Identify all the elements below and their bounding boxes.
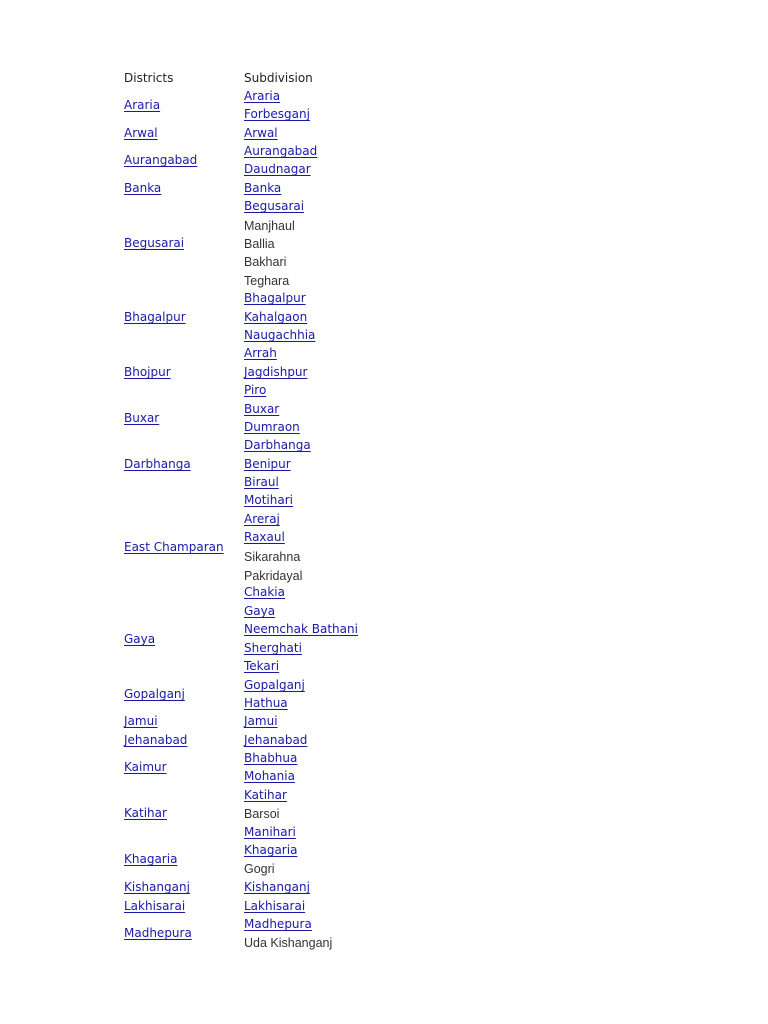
- subdivision-sikarahna: Sikarahna: [244, 550, 301, 564]
- district-link-kaimur[interactable]: Kaimur: [124, 760, 167, 774]
- subdivision-mohania[interactable]: Mohania: [244, 769, 295, 783]
- subdivision-dumraon[interactable]: Dumraon: [244, 420, 300, 434]
- subdivision-hathua[interactable]: Hathua: [244, 696, 288, 710]
- district-link-araria[interactable]: Araria: [124, 98, 161, 112]
- subdivision-chakia[interactable]: Chakia: [244, 585, 285, 599]
- subdivision-bhagalpur[interactable]: Bhagalpur: [244, 291, 306, 305]
- subdivision-araria[interactable]: Araria: [244, 89, 281, 103]
- district-link-begusarai[interactable]: Begusarai: [124, 236, 185, 250]
- subdivision-aurangabad[interactable]: Aurangabad: [244, 144, 318, 158]
- subdivision-banka[interactable]: Banka: [244, 181, 282, 195]
- subdivision-manjhaul: Manjhaul: [244, 219, 295, 233]
- subdivision-gaya[interactable]: Gaya: [244, 604, 276, 618]
- subdivision-piro[interactable]: Piro: [244, 383, 267, 397]
- subdivision-darbhanga[interactable]: Darbhanga: [244, 438, 311, 452]
- subdivision-jagdishpur[interactable]: Jagdishpur: [244, 365, 308, 379]
- district-link-jehanabad[interactable]: Jehanabad: [124, 733, 188, 747]
- subdivision-lakhisarai[interactable]: Lakhisarai: [244, 899, 306, 913]
- subdivision-begusarai[interactable]: Begusarai: [244, 199, 305, 213]
- district-link-gaya[interactable]: Gaya: [124, 632, 156, 646]
- subdivision-barsoi: Barsoi: [244, 807, 280, 821]
- subdivision-arrah[interactable]: Arrah: [244, 346, 277, 360]
- district-link-lakhisarai[interactable]: Lakhisarai: [124, 899, 186, 913]
- subdivision-bhabhua[interactable]: Bhabhua: [244, 751, 298, 765]
- subdivision-daudnagar[interactable]: Daudnagar: [244, 162, 311, 176]
- subdivision-pakridayal: Pakridayal: [244, 569, 303, 583]
- subdivision-raxaul[interactable]: Raxaul: [244, 530, 285, 544]
- subdivision-arwal[interactable]: Arwal: [244, 126, 278, 140]
- subdivision-uda-kishanganj: Uda Kishanganj: [244, 936, 333, 950]
- subdivision-forbesganj[interactable]: Forbesganj: [244, 107, 310, 121]
- subdivision-madhepura[interactable]: Madhepura: [244, 917, 312, 931]
- district-link-katihar[interactable]: Katihar: [124, 806, 167, 820]
- subdivision-biraul[interactable]: Biraul: [244, 475, 279, 489]
- subdivision-header: Subdivision: [244, 71, 313, 85]
- subdivision-neemchak-bathani[interactable]: Neemchak Bathani: [244, 622, 358, 636]
- subdivision-jehanabad[interactable]: Jehanabad: [244, 733, 308, 747]
- subdivision-sherghati[interactable]: Sherghati: [244, 641, 302, 655]
- district-link-bhagalpur[interactable]: Bhagalpur: [124, 310, 186, 324]
- subdivision-katihar[interactable]: Katihar: [244, 788, 287, 802]
- subdivision-gopalganj[interactable]: Gopalganj: [244, 678, 305, 692]
- subdivision-teghara: Teghara: [244, 274, 290, 288]
- district-link-banka[interactable]: Banka: [124, 181, 162, 195]
- district-link-darbhanga[interactable]: Darbhanga: [124, 457, 191, 471]
- district-link-bhojpur[interactable]: Bhojpur: [124, 365, 171, 379]
- district-link-madhepura[interactable]: Madhepura: [124, 926, 192, 940]
- subdivision-kishanganj[interactable]: Kishanganj: [244, 880, 310, 894]
- district-link-buxar[interactable]: Buxar: [124, 411, 160, 425]
- district-link-khagaria[interactable]: Khagaria: [124, 852, 178, 866]
- subdivision-ballia: Ballia: [244, 237, 275, 251]
- district-link-kishanganj[interactable]: Kishanganj: [124, 880, 190, 894]
- subdivision-bakhari: Bakhari: [244, 255, 287, 269]
- subdivision-benipur[interactable]: Benipur: [244, 457, 291, 471]
- subdivision-jamui[interactable]: Jamui: [244, 714, 278, 728]
- subdivision-motihari[interactable]: Motihari: [244, 493, 293, 507]
- district-link-aurangabad[interactable]: Aurangabad: [124, 153, 198, 167]
- subdivision-naugachhia[interactable]: Naugachhia: [244, 328, 316, 342]
- subdivision-buxar[interactable]: Buxar: [244, 402, 280, 416]
- subdivision-areraj[interactable]: Areraj: [244, 512, 280, 526]
- district-link-east-champaran[interactable]: East Champaran: [124, 540, 224, 554]
- subdivision-tekari[interactable]: Tekari: [244, 659, 280, 673]
- districts-header: Districts: [124, 71, 174, 85]
- district-link-jamui[interactable]: Jamui: [124, 714, 158, 728]
- subdivision-kahalgaon[interactable]: Kahalgaon: [244, 310, 308, 324]
- subdivision-manihari[interactable]: Manihari: [244, 825, 296, 839]
- district-link-gopalganj[interactable]: Gopalganj: [124, 687, 185, 701]
- subdivision-gogri: Gogri: [244, 862, 275, 876]
- district-link-arwal[interactable]: Arwal: [124, 126, 158, 140]
- subdivision-khagaria[interactable]: Khagaria: [244, 843, 298, 857]
